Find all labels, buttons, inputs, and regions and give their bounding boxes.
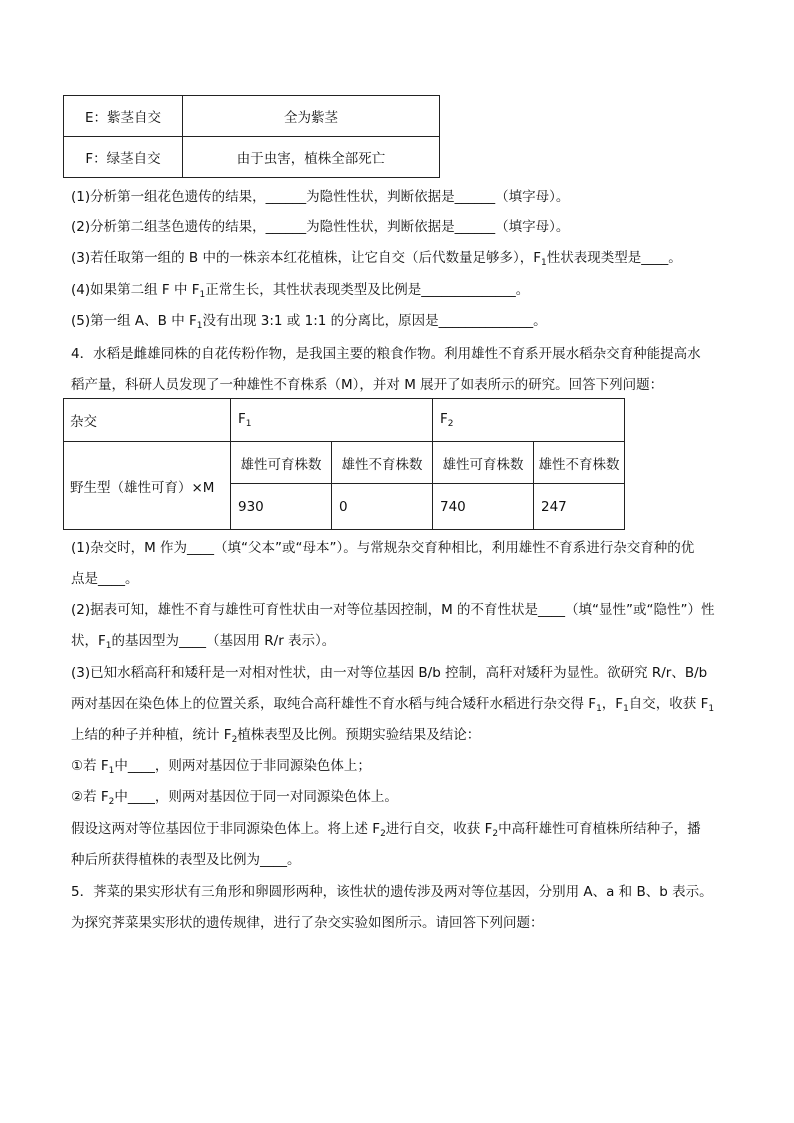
q4-intro-line-1: 4．水稻是雌雄同株的自花传粉作物，是我国主要的粮食作物。利用雄性不育系开展水稻杂交育种能提高水 xyxy=(71,346,701,362)
question-part-5: (5)第一组 A、B 中 $F_1$没有出现 3:1 或 1:1 的分离比，原因是______________。 xyxy=(71,313,547,331)
table-cell-result-e: 全为紫茎 xyxy=(183,96,440,137)
q4-conclusion-1: ①若 $F_1$中____，则两对基因位于非同源染色体上； xyxy=(71,758,371,776)
header-cross: 杂交 xyxy=(64,399,231,442)
table-cell-label-e: E：紫茎自交 xyxy=(64,96,183,137)
subheader-f1-fertile: 雄性可育株数 xyxy=(231,442,332,484)
value-f1-sterile: 0 xyxy=(332,484,433,530)
q4-part-2-line-2: 状，$F_1$的基因型为____（基因用 R/r 表示）。 xyxy=(71,633,336,651)
header-f2: $F_2$ xyxy=(433,399,625,442)
subheader-f2-sterile: 雄性不育株数 xyxy=(534,442,625,484)
q4-part-1-line-2: 点是____。 xyxy=(71,571,139,587)
table-cell-label-f: F：绿茎自交 xyxy=(64,137,183,178)
value-f1-fertile: 930 xyxy=(231,484,332,530)
q4-part-2-line-1: (2)据表可知，雄性不育与雄性可育性状由一对等位基因控制，M 的不育性状是____（填“显性”或“隐性”）性 xyxy=(71,602,715,618)
q4-conclusion-2: ②若 $F_2$中____，则两对基因位于同一对同源染色体上。 xyxy=(71,789,398,807)
question-part-3: (3)若任取第一组的 B 中的一株亲本红花植株，让它自交（后代数量足够多），$F_1$性状表现类型是____。 xyxy=(71,250,682,268)
row-label-cross: 野生型（雄性可育）×M xyxy=(64,442,231,530)
q4-part-3-line-1: (3)已知水稻高秆和矮秆是一对相对性状，由一对等位基因 B/b 控制，高秆对矮秆为显性。欲研究 R/r、B/b xyxy=(71,665,708,681)
q4-part-4-line-2: 种后所获得植株的表型及比例为____。 xyxy=(71,852,301,868)
q4-part-3-line-3: 上结的种子并种植，统计 $F_2$植株表型及比例。预期实验结果及结论： xyxy=(71,727,481,745)
question-part-4: (4)如果第二组 F 中 $F_1$正常生长，其性状表现类型及比例是______________。 xyxy=(71,282,530,300)
cross-result-table xyxy=(63,95,440,178)
question-part-1: (1)分析第一组花色遗传的结果，______为隐性性状，判断依据是______（填字母）。 xyxy=(71,189,570,205)
q5-line-1: 5．荠菜的果实形状有三角形和卵圆形两种，该性状的遗传涉及两对等位基因，分别用 A、a 和 B、b 表示。 xyxy=(71,884,713,900)
header-f1: $F_1$ xyxy=(231,399,433,442)
q4-part-1-line-1: (1)杂交时，M 作为____（填“父本”或“母本”）。与常规杂交育种相比，利用雄性不育系进行杂交育种的优 xyxy=(71,540,695,556)
table-cell-result-f: 由于虫害，植株全部死亡 xyxy=(183,137,440,178)
subheader-f2-fertile: 雄性可育株数 xyxy=(433,442,534,484)
subheader-f1-sterile: 雄性不育株数 xyxy=(332,442,433,484)
q4-part-3-line-2: 两对基因在染色体上的位置关系，取纯合高秆雄性不育水稻与纯合矮秆水稻进行杂交得 $F_1$，$F_1$自交，收获 $F_1$ xyxy=(71,696,715,714)
value-f2-fertile: 740 xyxy=(433,484,534,530)
question-part-2: (2)分析第二组茎色遗传的结果，______为隐性性状，判断依据是______（填字母）。 xyxy=(71,219,570,235)
rice-cross-table xyxy=(63,398,625,530)
value-f2-sterile: 247 xyxy=(534,484,625,530)
q4-intro-line-2: 稻产量，科研人员发现了一种雄性不育株系（M），并对 M 展开了如表所示的研究。回答下列问题： xyxy=(71,377,664,393)
q4-part-4-line-1: 假设这两对等位基因位于非同源染色体上。将上述 $F_2$进行自交，收获 $F_2$中高秆雄性可育植株所结种子，播 xyxy=(71,821,701,839)
q5-line-2: 为探究荠菜果实形状的遗传规律，进行了杂交实验如图所示。请回答下列问题： xyxy=(71,915,544,931)
